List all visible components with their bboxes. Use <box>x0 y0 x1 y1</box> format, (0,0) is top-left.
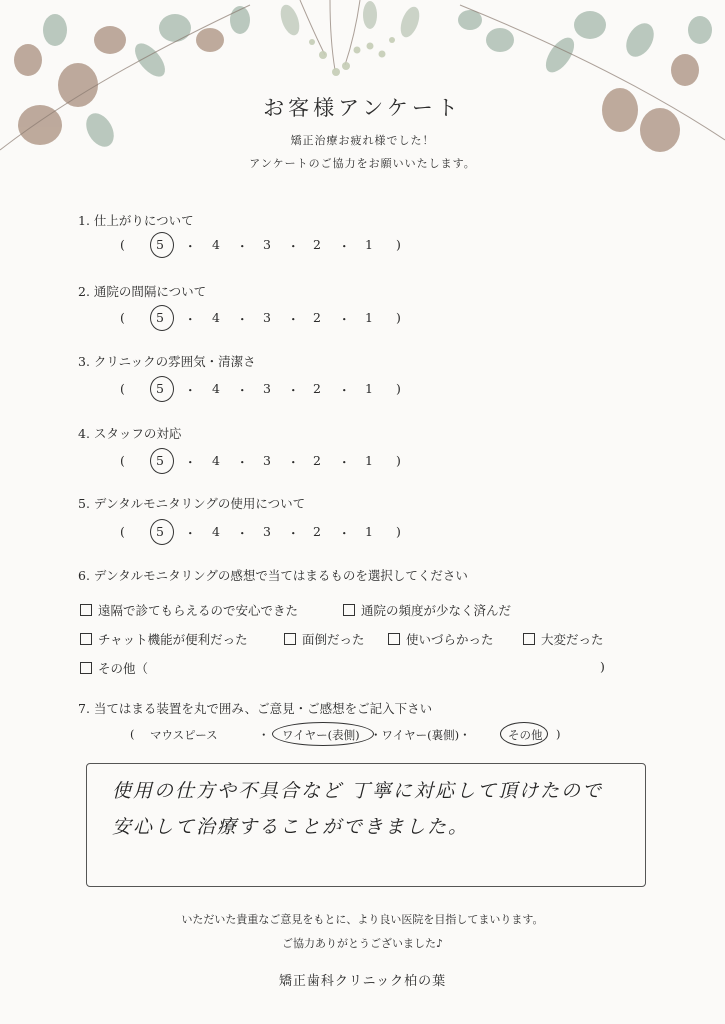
option-difficult[interactable]: 大変だった <box>523 630 604 648</box>
question-4-label: 4. スタッフの対応 <box>78 426 182 441</box>
rating-3[interactable]: 3 <box>263 524 271 539</box>
rating-scale-2: ( 5 ・ 4 ・ 3 ・ 2 ・ 1 ) <box>120 310 405 330</box>
rating-5[interactable]: 5 <box>156 237 164 252</box>
rating-2[interactable]: 2 <box>313 310 321 325</box>
rating-1[interactable]: 1 <box>365 310 373 325</box>
rating-2[interactable]: 2 <box>313 381 321 396</box>
rating-scale-4: ( 5 ・ 4 ・ 3 ・ 2 ・ 1 ) <box>120 453 405 473</box>
rating-2[interactable]: 2 <box>313 453 321 468</box>
option-chat-convenient[interactable]: チャット機能が便利だった <box>80 630 248 648</box>
rating-scale-3: ( 5 ・ 4 ・ 3 ・ 2 ・ 1 ) <box>120 381 405 401</box>
rating-5[interactable]: 5 <box>156 310 164 325</box>
rating-4[interactable]: 4 <box>212 453 220 468</box>
circled-wire-front <box>272 722 374 746</box>
rating-4[interactable]: 4 <box>212 310 220 325</box>
rating-4[interactable]: 4 <box>212 237 220 252</box>
question-7-label: 7. 当てはまる装置を丸で囲み、ご意見・ご感想をご記入下さい <box>78 701 433 716</box>
question-6-label: 6. デンタルモニタリングの感想で当てはまるものを選択してください <box>78 568 468 583</box>
rating-scale-5: ( 5 ・ 4 ・ 3 ・ 2 ・ 1 ) <box>120 524 405 544</box>
circled-other <box>500 722 548 746</box>
rating-2[interactable]: 2 <box>313 237 321 252</box>
question-2-label: 2. 通院の間隔について <box>78 284 207 299</box>
rating-3[interactable]: 3 <box>263 237 271 252</box>
rating-1[interactable]: 1 <box>365 381 373 396</box>
device-wire-front[interactable]: ワイヤー(表側) <box>282 728 360 742</box>
device-wire-back[interactable]: ・ワイヤー(裏側)・ <box>370 728 471 742</box>
checkbox[interactable] <box>388 633 400 645</box>
rating-3[interactable]: 3 <box>263 381 271 396</box>
clinic-name: 矯正歯科クリニック柏の葉 <box>278 974 447 989</box>
option-remote-relief[interactable]: 遠隔で診てもらえるので安心できた <box>80 601 298 619</box>
selected-circle <box>150 376 174 402</box>
subtitle-request: アンケートのご協力をお願いいたします。 <box>249 157 476 170</box>
device-mouthpiece[interactable]: マウスピース <box>150 728 218 742</box>
page-title: お客様アンケート <box>263 96 462 120</box>
rating-3[interactable]: 3 <box>263 453 271 468</box>
rating-1[interactable]: 1 <box>365 524 373 539</box>
rating-1[interactable]: 1 <box>365 453 373 468</box>
rating-2[interactable]: 2 <box>313 524 321 539</box>
checkbox[interactable] <box>80 633 92 645</box>
rating-1[interactable]: 1 <box>365 237 373 252</box>
option-fewer-visits[interactable]: 通院の頻度が少なく済んだ <box>343 601 511 619</box>
rating-scale-1: ( 5 ・ 4 ・ 3 ・ 2 ・ 1 ) <box>120 237 405 257</box>
footer-thanks: ご協力ありがとうございました♪ <box>281 937 444 950</box>
checkbox[interactable] <box>523 633 535 645</box>
footer-message: いただいた貴重なご意見をもとに、より良い医院を目指してまいります。 <box>181 913 544 926</box>
option-hard-to-use[interactable]: 使いづらかった <box>388 630 494 648</box>
rating-4[interactable]: 4 <box>212 381 220 396</box>
checkbox[interactable] <box>284 633 296 645</box>
checkbox[interactable] <box>80 604 92 616</box>
selected-circle <box>150 232 174 258</box>
rating-5[interactable]: 5 <box>156 524 164 539</box>
checkbox[interactable] <box>343 604 355 616</box>
rating-3[interactable]: 3 <box>263 310 271 325</box>
question-1-label: 1. 仕上がりについて <box>78 213 194 228</box>
checkbox[interactable] <box>80 662 92 674</box>
selected-circle <box>150 305 174 331</box>
question-3-label: 3. クリニックの雰囲気・清潔さ <box>78 354 256 369</box>
rating-5[interactable]: 5 <box>156 381 164 396</box>
option-other-close: ) <box>600 659 605 674</box>
selected-circle <box>150 519 174 545</box>
handwritten-comment-line-1: 使用の仕方や不具合など 丁寧に対応して頂けたので <box>112 780 604 802</box>
question-5-label: 5. デンタルモニタリングの使用について <box>78 496 306 511</box>
option-troublesome[interactable]: 面倒だった <box>284 630 365 648</box>
subtitle-thanks: 矯正治療お疲れ様でした！ <box>290 134 435 147</box>
handwritten-comment-line-2: 安心して治療することができました。 <box>112 816 470 838</box>
device-other[interactable]: その他 <box>508 728 543 742</box>
rating-5[interactable]: 5 <box>156 453 164 468</box>
option-other[interactable]: その他（ <box>80 659 148 677</box>
rating-4[interactable]: 4 <box>212 524 220 539</box>
selected-circle <box>150 448 174 474</box>
